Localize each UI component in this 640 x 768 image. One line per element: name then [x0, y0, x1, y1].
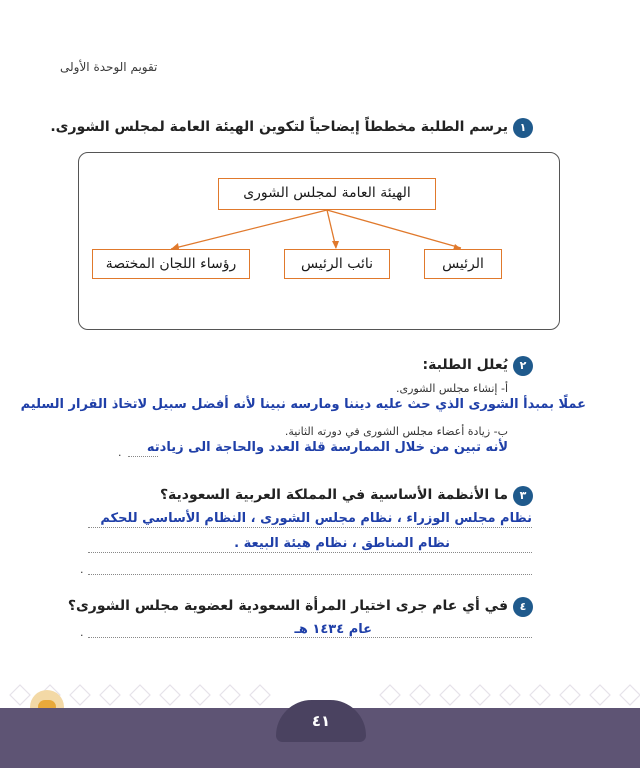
part-a-answer: عملًا بمبدأ الشورى الذي حث عليه ديننا ومارسه نبينا لأنه أفضل سبيل لاتخاذ القرار السليم	[20, 397, 586, 412]
diagram-box-vice-president: نائب الرئيس	[284, 249, 390, 279]
answer-line-q3-1	[88, 527, 532, 528]
question-number-1: ١	[513, 118, 533, 138]
part-b-answer-line	[128, 456, 158, 457]
q3-end-mark: .	[80, 563, 84, 576]
answer-line-q3-3	[88, 574, 532, 575]
part-b-end-mark: .	[118, 446, 122, 459]
part-b-label: ب- زيادة أعضاء مجلس الشورى في دورته الثانية.	[284, 425, 508, 438]
diagram-box-president: الرئيس	[424, 249, 502, 279]
question-4-text: في أي عام جرى اختيار المرأة السعودية لعضوية مجلس الشورى؟	[67, 598, 508, 614]
q4-end-mark: .	[80, 626, 84, 639]
answer-line-q4	[88, 637, 532, 638]
part-a-label: أ- إنشاء مجلس الشورى.	[396, 382, 508, 395]
connector-to-committees	[171, 210, 327, 249]
question-2-text: يُعلل الطلبة:	[422, 357, 508, 373]
question-number-2: ٢	[513, 356, 533, 376]
connector-to-president	[327, 210, 461, 248]
q3-answer-line-1: نظام مجلس الوزراء ، نظام مجلس الشورى ، النظام الأساسي للحكم	[100, 511, 532, 526]
answer-line-q3-2	[88, 552, 532, 553]
q3-answer-line-2: نظام المناطق ، نظام هيئة البيعة .	[234, 536, 450, 551]
question-1-text: يرسم الطلبة مخططاً إيضاحياً لتكوين الهيئة العامة لمجلس الشورى.	[50, 119, 508, 135]
question-3-text: ما الأنظمة الأساسية في المملكة العربية السعودية؟	[159, 487, 508, 503]
diagram-root-box: الهيئة العامة لمجلس الشورى	[218, 178, 436, 210]
unit-title: تقويم الوحدة الأولى	[60, 60, 158, 74]
arrowhead-vice-president	[332, 241, 339, 249]
part-b-answer: لأنه تبين من خلال الممارسة قلة العدد والحاجة الى زيادته	[146, 440, 508, 455]
page-number: ٤١	[276, 700, 366, 742]
q4-answer: عام ١٤٣٤ هـ	[294, 622, 372, 637]
question-number-3: ٣	[513, 486, 533, 506]
diagram-box-committee-heads: رؤساء اللجان المختصة	[92, 249, 250, 279]
question-number-4: ٤	[513, 597, 533, 617]
